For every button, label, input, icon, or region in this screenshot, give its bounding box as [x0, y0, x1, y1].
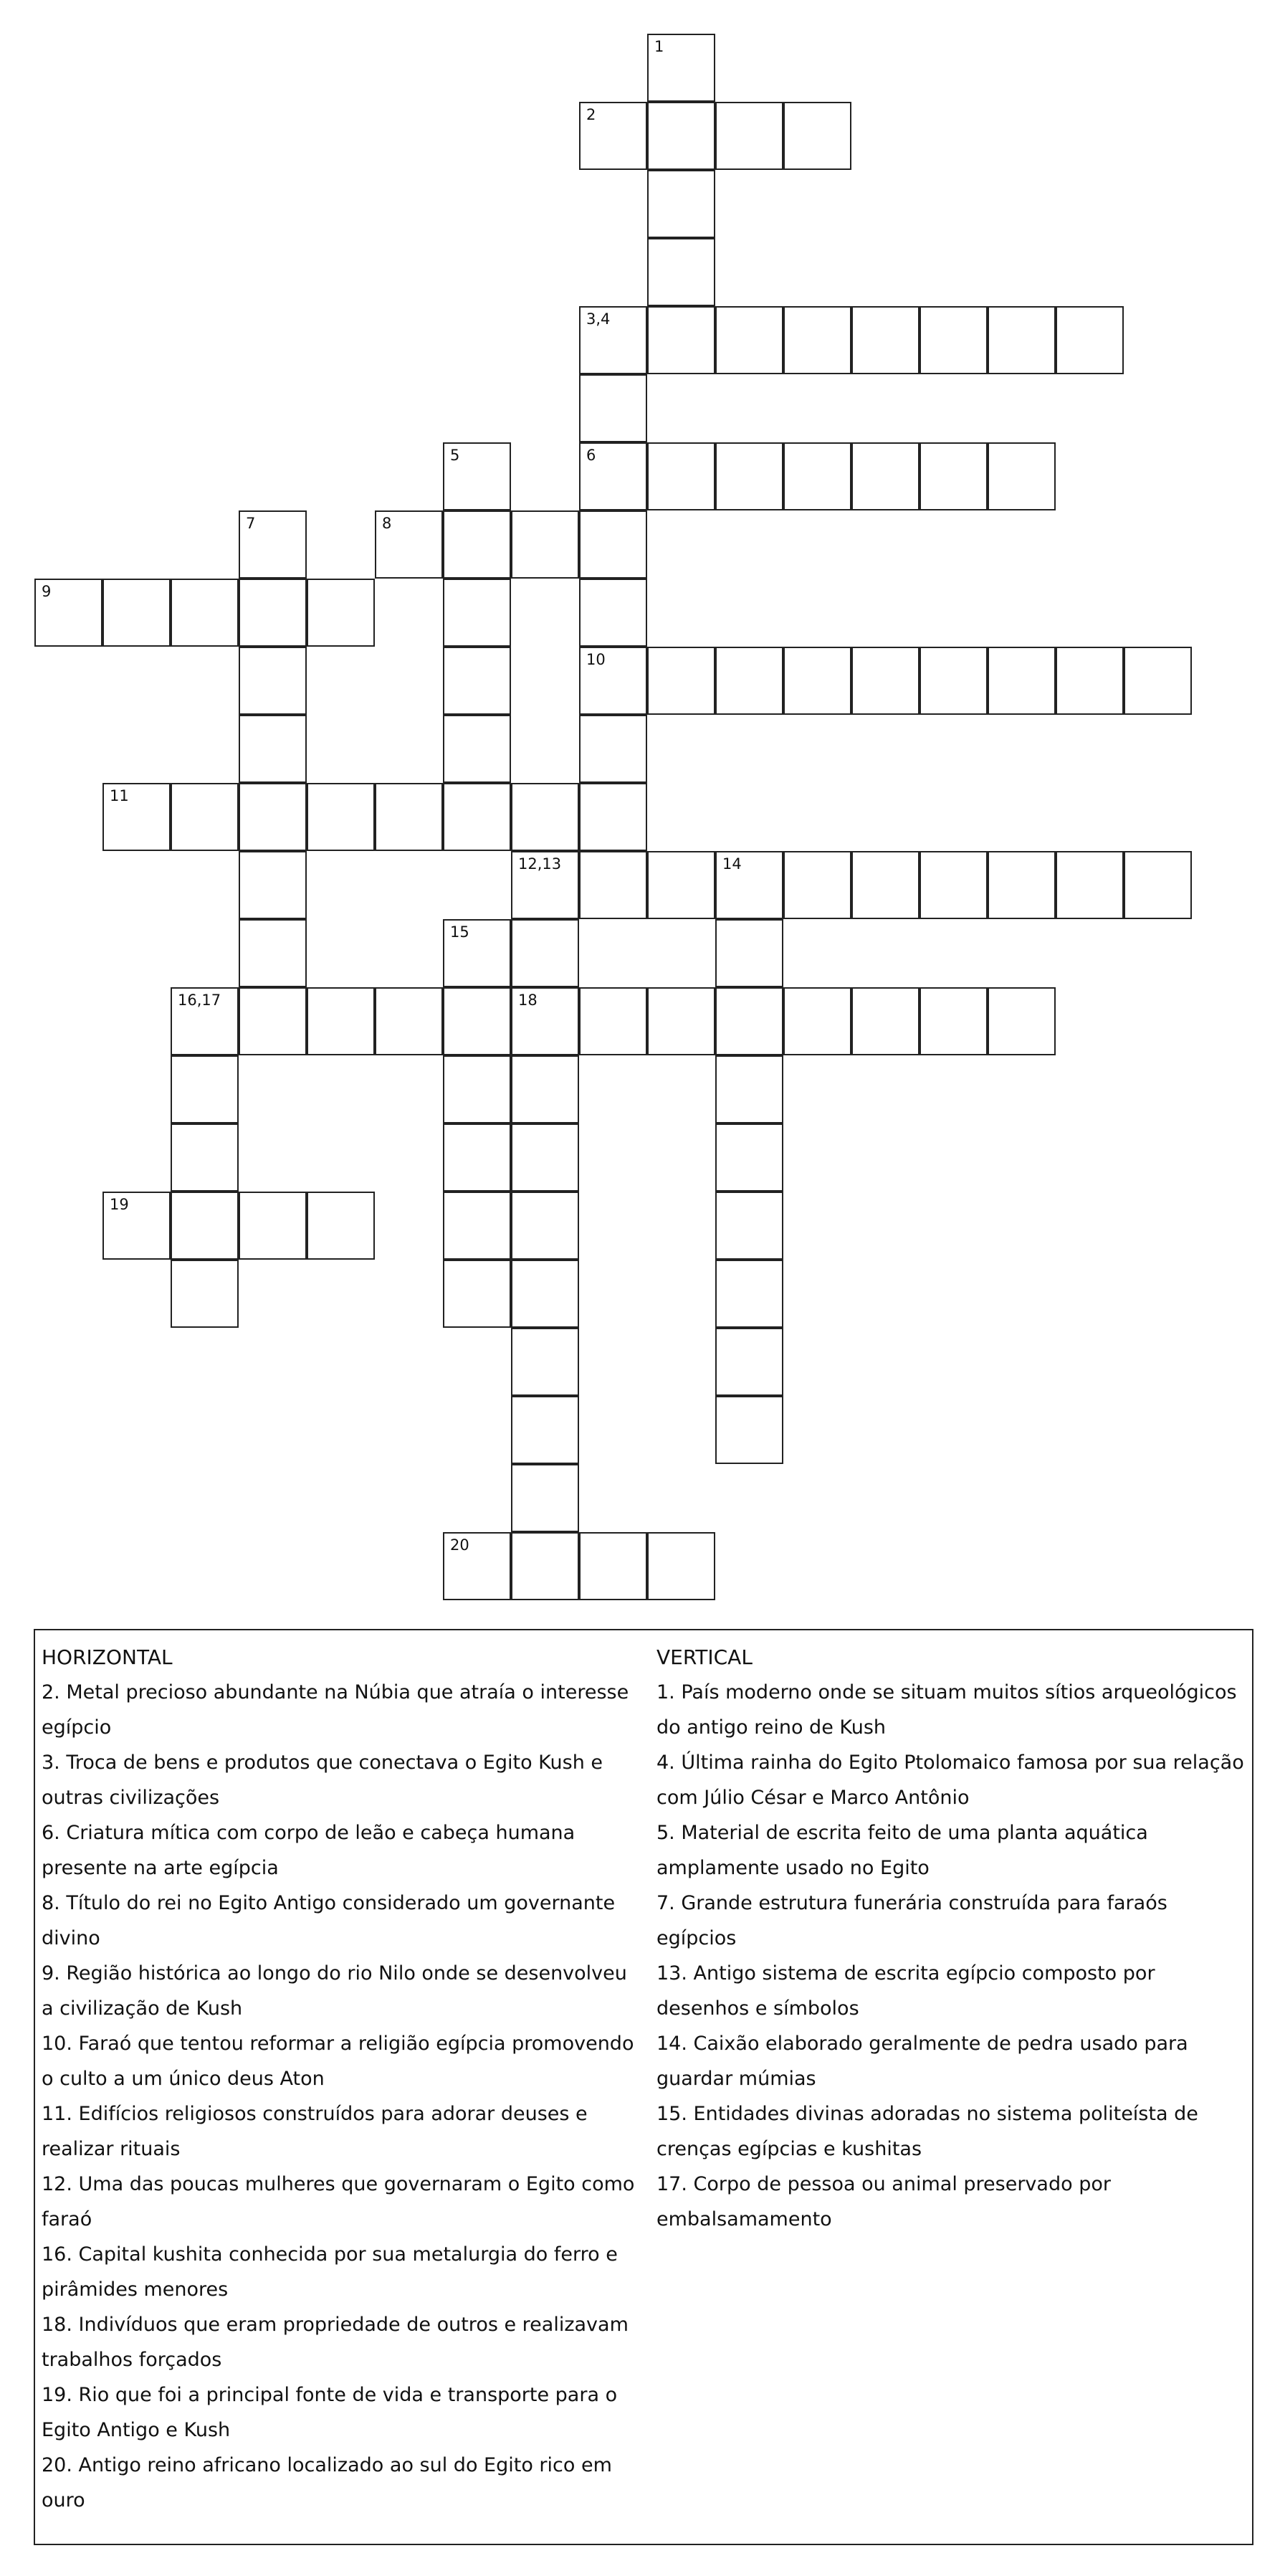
crossword-cell[interactable]: [783, 102, 851, 170]
crossword-cell[interactable]: [715, 1260, 783, 1328]
crossword-cell[interactable]: [375, 987, 443, 1055]
crossword-cell[interactable]: [920, 306, 988, 374]
crossword-cell[interactable]: [647, 851, 715, 919]
crossword-cell[interactable]: [443, 987, 511, 1055]
crossword-cell[interactable]: [647, 1532, 715, 1600]
crossword-cell[interactable]: [443, 1532, 511, 1600]
crossword-cell[interactable]: [239, 783, 307, 851]
crossword-cell[interactable]: [443, 442, 511, 510]
crossword-cell[interactable]: [579, 442, 647, 510]
crossword-cell[interactable]: [307, 579, 375, 647]
crossword-cell[interactable]: [307, 987, 375, 1055]
crossword-cell[interactable]: [988, 851, 1056, 919]
crossword-cell[interactable]: [511, 1328, 579, 1396]
crossword-cell[interactable]: [511, 1396, 579, 1464]
clue-panel: [34, 1629, 1253, 2545]
crossword-cell[interactable]: [239, 1192, 307, 1260]
crossword-cell[interactable]: [851, 851, 920, 919]
crossword-cell[interactable]: [443, 1192, 511, 1260]
crossword-cell[interactable]: [171, 1055, 239, 1123]
crossword-cell[interactable]: [783, 442, 851, 510]
vertical-clues: [656, 1640, 1251, 2237]
crossword-cell[interactable]: [715, 851, 783, 919]
crossword-cell[interactable]: [715, 1192, 783, 1260]
crossword-cell[interactable]: [443, 1260, 511, 1328]
vertical-clue: 15. Entidades divinas adoradas no sistema politeísta de crenças egípcias e kushitas: [656, 2103, 1198, 2160]
crossword-cell[interactable]: [920, 987, 988, 1055]
vertical-clue: 1. País moderno onde se situam muitos sítios arqueológicos do antigo reino de Kush: [656, 1681, 1237, 1739]
crossword-cell[interactable]: [239, 919, 307, 987]
crossword-cell[interactable]: [239, 851, 307, 919]
crossword-cell[interactable]: [511, 919, 579, 987]
horizontal-clue: 18. Indivíduos que eram propriedade de outros e realizavam trabalhos forçados: [42, 2314, 629, 2371]
vertical-clue: 4. Última rainha do Egito Ptolomaico famosa por sua relação com Júlio César e Marco Antônio: [656, 1752, 1244, 1809]
crossword-cell[interactable]: [171, 987, 239, 1055]
crossword-cell[interactable]: [511, 510, 579, 579]
horizontal-clue: 19. Rio que foi a principal fonte de vida e transporte para o Egito Antigo e Kush: [42, 2384, 618, 2441]
crossword-cell[interactable]: [988, 442, 1056, 510]
horizontal-clue: 8. Título do rei no Egito Antigo considerado um governante divino: [42, 1892, 616, 1949]
crossword-cell[interactable]: [171, 783, 239, 851]
crossword-cell[interactable]: [920, 851, 988, 919]
clue-number: 8: [382, 515, 392, 532]
vertical-clue: 5. Material de escrita feito de uma planta aquática amplamente usado no Egito: [656, 1822, 1148, 1879]
crossword-cell[interactable]: [443, 715, 511, 783]
crossword-cell[interactable]: [375, 510, 443, 579]
crossword-cell[interactable]: [715, 1123, 783, 1192]
crossword-cell[interactable]: [239, 510, 307, 579]
crossword-cell[interactable]: [988, 987, 1056, 1055]
crossword-cell[interactable]: [851, 306, 920, 374]
crossword-cell[interactable]: [579, 783, 647, 851]
vertical-clue-list: [656, 1675, 1251, 2237]
crossword-cell[interactable]: [579, 510, 647, 579]
crossword-cell[interactable]: [783, 647, 851, 715]
crossword-cell[interactable]: [647, 170, 715, 238]
crossword-cell[interactable]: [920, 442, 988, 510]
crossword-cell[interactable]: [579, 715, 647, 783]
crossword-cell[interactable]: [239, 579, 307, 647]
crossword-cell[interactable]: [579, 102, 647, 170]
crossword-cell[interactable]: [1124, 647, 1192, 715]
crossword-cell[interactable]: [511, 851, 579, 919]
crossword-cell[interactable]: [715, 987, 783, 1055]
crossword-cell[interactable]: [715, 1328, 783, 1396]
crossword-cell[interactable]: [307, 1192, 375, 1260]
clue-number: 14: [722, 855, 742, 873]
crossword-cell[interactable]: [579, 1532, 647, 1600]
clue-number: 6: [586, 447, 596, 464]
crossword-cell[interactable]: [988, 306, 1056, 374]
crossword-cell[interactable]: [715, 442, 783, 510]
crossword-cell[interactable]: [239, 647, 307, 715]
horizontal-clue: 11. Edifícios religiosos construídos para adorar deuses e realizar rituais: [42, 2103, 588, 2160]
crossword-cell[interactable]: [171, 1192, 239, 1260]
horizontal-clue: 12. Uma das poucas mulheres que governaram o Egito como faraó: [42, 2173, 635, 2230]
crossword-cell[interactable]: [375, 783, 443, 851]
crossword-cell[interactable]: [647, 987, 715, 1055]
crossword-cell[interactable]: [443, 1055, 511, 1123]
crossword-cell[interactable]: [102, 783, 171, 851]
crossword-cell[interactable]: [715, 919, 783, 987]
vertical-clue: 13. Antigo sistema de escrita egípcio composto por desenhos e símbolos: [656, 1962, 1155, 2020]
clue-number: 2: [586, 106, 596, 123]
clue-number: 19: [110, 1196, 129, 1213]
crossword-cell[interactable]: [511, 783, 579, 851]
clue-number: 7: [246, 515, 256, 532]
crossword-cell[interactable]: [715, 102, 783, 170]
crossword-cell[interactable]: [443, 647, 511, 715]
crossword-cell[interactable]: [239, 715, 307, 783]
crossword-cell[interactable]: [647, 442, 715, 510]
clue-number: 16,17: [178, 992, 221, 1009]
crossword-cell[interactable]: [239, 987, 307, 1055]
crossword-cell[interactable]: [443, 579, 511, 647]
crossword-cell[interactable]: [1056, 647, 1124, 715]
crossword-cell[interactable]: [443, 510, 511, 579]
crossword-cell[interactable]: [579, 374, 647, 442]
horizontal-clues: [42, 1640, 636, 2518]
crossword-cell[interactable]: [511, 1055, 579, 1123]
crossword-cell[interactable]: [511, 1192, 579, 1260]
horizontal-clue: 3. Troca de bens e produtos que conectava o Egito Kush e outras civilizações: [42, 1752, 603, 1809]
crossword-cell[interactable]: [647, 647, 715, 715]
crossword-cell[interactable]: [171, 1260, 239, 1328]
crossword-cell[interactable]: [511, 987, 579, 1055]
crossword-cell[interactable]: [511, 1123, 579, 1192]
horizontal-clue: 16. Capital kushita conhecida por sua metalurgia do ferro e pirâmides menores: [42, 2243, 618, 2301]
crossword-cell[interactable]: [511, 1532, 579, 1600]
clue-number: 15: [450, 923, 469, 941]
crossword-cell[interactable]: [443, 1123, 511, 1192]
crossword-cell[interactable]: [920, 647, 988, 715]
horizontal-heading: HORIZONTAL: [42, 1645, 173, 1669]
horizontal-clue: 2. Metal precioso abundante na Núbia que atraía o interesse egípcio: [42, 1681, 629, 1739]
clue-number: 10: [586, 651, 606, 668]
vertical-clue: 14. Caixão elaborado geralmente de pedra usado para guardar múmias: [656, 2033, 1188, 2090]
crossword-cell[interactable]: [307, 783, 375, 851]
horizontal-clue: 6. Criatura mítica com corpo de leão e cabeça humana presente na arte egípcia: [42, 1822, 575, 1879]
vertical-heading: VERTICAL: [656, 1645, 753, 1669]
clue-number: 20: [450, 1536, 469, 1554]
horizontal-clue: 9. Região histórica ao longo do rio Nilo onde se desenvolveu a civilização de Kush: [42, 1962, 627, 2020]
crossword-cell[interactable]: [1056, 306, 1124, 374]
crossword-cell[interactable]: [988, 647, 1056, 715]
crossword-cell[interactable]: [783, 851, 851, 919]
clue-number: 12,13: [518, 855, 562, 873]
crossword-cell[interactable]: [851, 442, 920, 510]
horizontal-clue: 20. Antigo reino africano localizado ao sul do Egito rico em ouro: [42, 2454, 612, 2511]
crossword-cell[interactable]: [783, 306, 851, 374]
crossword-cell[interactable]: [647, 306, 715, 374]
crossword-cell[interactable]: [715, 306, 783, 374]
crossword-cell[interactable]: [511, 1260, 579, 1328]
crossword-cell[interactable]: [34, 579, 102, 647]
crossword-cell[interactable]: [715, 1055, 783, 1123]
crossword-cell[interactable]: [1056, 851, 1124, 919]
clue-number: 1: [654, 38, 664, 55]
crossword-cell[interactable]: [579, 851, 647, 919]
crossword-cell[interactable]: [783, 987, 851, 1055]
crossword-cell[interactable]: [579, 306, 647, 374]
crossword-cell[interactable]: [443, 783, 511, 851]
crossword-cell[interactable]: [579, 987, 647, 1055]
crossword-cell[interactable]: [851, 647, 920, 715]
vertical-clue: 17. Corpo de pessoa ou animal preservado por embalsamamento: [656, 2173, 1111, 2230]
crossword-cell[interactable]: [647, 102, 715, 170]
clue-number: 3,4: [586, 310, 611, 328]
horizontal-clue-list: [42, 1675, 636, 2518]
crossword-cell[interactable]: [511, 1464, 579, 1532]
crossword-cell[interactable]: [579, 579, 647, 647]
clue-number: 9: [42, 583, 52, 600]
crossword-cell[interactable]: [102, 579, 171, 647]
clue-number: 5: [450, 447, 460, 464]
clue-number: 18: [518, 992, 538, 1009]
crossword-cell[interactable]: [1124, 851, 1192, 919]
crossword-cell[interactable]: [171, 1123, 239, 1192]
crossword-cell[interactable]: [443, 919, 511, 987]
crossword-cell[interactable]: [579, 647, 647, 715]
crossword-cell[interactable]: [715, 647, 783, 715]
crossword-cell[interactable]: [647, 34, 715, 102]
crossword-cell[interactable]: [851, 987, 920, 1055]
clue-number: 11: [110, 787, 129, 804]
crossword-cell[interactable]: [102, 1192, 171, 1260]
crossword-cell[interactable]: [647, 238, 715, 306]
crossword-cell[interactable]: [715, 1396, 783, 1464]
vertical-clue: 7. Grande estrutura funerária construída para faraós egípcios: [656, 1892, 1167, 1949]
horizontal-clue: 10. Faraó que tentou reformar a religião egípcia promovendo o culto a um único deus Aton: [42, 2033, 634, 2090]
crossword-cell[interactable]: [171, 579, 239, 647]
